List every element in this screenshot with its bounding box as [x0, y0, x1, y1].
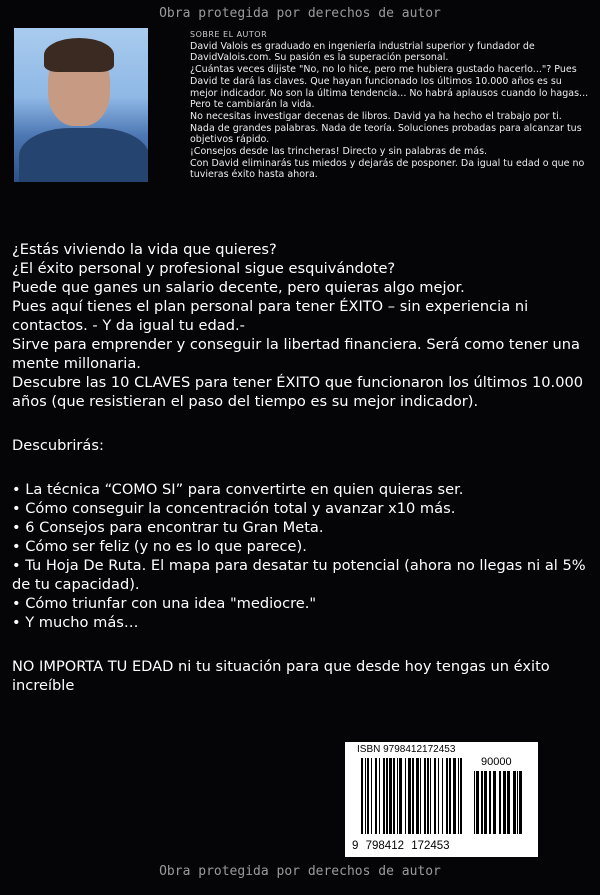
barcode-bar	[416, 758, 419, 834]
bio-line: ¡Consejos desde las trincheras! Directo y sin palabras de más.	[190, 146, 488, 158]
barcode-bar	[379, 758, 380, 834]
addon-bars	[474, 771, 526, 834]
barcode-bar	[438, 758, 439, 834]
barcode-digit-first: 9	[352, 840, 359, 852]
closing-text: NO IMPORTA TU EDAD ni tu situación para que desde hoy tengas un éxito increíble	[12, 658, 550, 694]
barcode-bar	[481, 771, 483, 834]
intro-line: ¿Estás viviendo la vida que quieres?	[12, 241, 277, 258]
bullet-item: • Cómo triunfar con una idea "mediocre."	[12, 595, 317, 612]
bio-line: No necesitas investigar decenas de libros. David ya ha hecho el trabajo por ti.	[190, 110, 562, 122]
barcode-bar	[386, 758, 388, 834]
barcode-bar	[484, 771, 487, 834]
bullet-item: • Cómo conseguir la concentración total y avanzar x10 más.	[12, 500, 456, 517]
barcode-bar	[389, 758, 392, 834]
barcode-bar	[405, 758, 406, 834]
isbn-label: ISBN 9798412172453	[357, 744, 456, 755]
barcode-bar	[503, 771, 506, 834]
intro-line: ¿El éxito personal y profesional sigue esquivándote?	[12, 260, 396, 277]
barcode-bar	[361, 758, 363, 834]
bullet-item: • Tu Hoja De Ruta. El mapa para desatar tu potencial (ahora no llegas ni al 5% de tu capacidad).	[12, 557, 586, 593]
barcode-bar	[446, 758, 448, 834]
blurb	[12, 240, 592, 695]
barcode-bar	[507, 771, 510, 834]
barcode-bar	[430, 758, 431, 834]
intro-line: Pues aquí tienes el plan personal para tener ÉXITO – sin experiencia ni contactos. - Y da igual tu edad.-	[12, 298, 529, 334]
barcode-bar	[489, 771, 491, 834]
barcode-bar	[399, 758, 402, 834]
barcode-bar	[453, 758, 456, 834]
author-bio	[190, 29, 590, 181]
barcode-bar	[476, 771, 479, 834]
barcode-bar	[420, 758, 421, 834]
watermark-bottom: Obra protegida por derechos de autor	[159, 864, 441, 879]
bio-line: Con David eliminarás tus miedos y dejarás de posponer. Da igual tu edad o que no tuvieras éxito hasta ahora.	[190, 157, 585, 181]
barcode-digits-left: 798412	[365, 840, 404, 852]
bullet-item: • Cómo ser feliz (y no es lo que parece).	[12, 538, 307, 555]
barcode-bar	[458, 758, 459, 834]
watermark-top: Obra protegida por derechos de autor	[159, 6, 441, 21]
barcode-bar	[513, 771, 516, 834]
bio-line: Nada de grandes palabras. Nada de teoría. Soluciones probadas para alcanzar tus objetivos rápido.	[190, 122, 582, 146]
barcode-bar	[517, 771, 518, 834]
discover-heading: Descubrirás:	[12, 437, 104, 454]
barcode-bar	[408, 758, 411, 834]
barcode-bar	[412, 758, 414, 834]
author-photo	[14, 28, 148, 182]
intro-line: Descubre las 10 CLAVES para tener ÉXITO que funcionaron los últimos 10.000 años (que resistieran el paso del tiempo es su mejor indicador).	[12, 374, 584, 410]
intro-line: Sirve para emprender y conseguir la libertad financiera. Será como tener una mente millonaria.	[12, 336, 580, 372]
barcode-bar	[397, 758, 398, 834]
barcode-bar	[519, 771, 522, 834]
addon-number: 90000	[481, 756, 512, 768]
isbn-barcode	[345, 742, 538, 857]
bio-title: SOBRE EL AUTOR	[190, 30, 268, 39]
barcode-bar	[449, 758, 451, 834]
bullet-item: • 6 Consejos para encontrar tu Gran Meta.	[12, 519, 324, 536]
bullet-item: • Y mucho más…	[12, 614, 139, 631]
bio-line: ¿Cuántas veces dijiste "No, no lo hice, pero me hubiera gustado hacerlo..."? Pues David te dará las claves. Que hayan funcionado los últimos 10.000 años es su mejor indicador. No son la última tendencia... No habrá aplausos cuando lo hagas... Pero te cambiarán la vida.	[190, 64, 589, 111]
barcode-digits-right: 172453	[411, 840, 450, 852]
barcode-bar	[375, 758, 377, 834]
barcode-bar	[474, 771, 475, 834]
barcode-bar	[424, 758, 426, 834]
intro-line: Puede que ganes un salario decente, pero quieras algo mejor.	[12, 279, 465, 296]
barcode-bar	[393, 758, 395, 834]
barcode-bar	[383, 758, 385, 834]
bio-line: David Valois es graduado en ingeniería industrial superior y fundador de DavidValois.com. Su pasión es la superación personal.	[190, 40, 535, 64]
bullet-item: • La técnica “COMO SI” para convertirte en quien quieras ser.	[12, 481, 464, 498]
barcode-bars	[361, 758, 465, 834]
barcode-bar	[371, 758, 372, 834]
barcode-bar	[365, 758, 366, 834]
barcode-bar	[427, 758, 429, 834]
barcode-digits	[350, 839, 452, 853]
barcode-bar	[434, 758, 436, 834]
barcode-bar	[493, 771, 496, 834]
barcode-bar	[367, 758, 369, 834]
barcode-bar	[499, 771, 501, 834]
barcode-bar	[460, 758, 462, 834]
barcode-bar	[442, 758, 443, 834]
